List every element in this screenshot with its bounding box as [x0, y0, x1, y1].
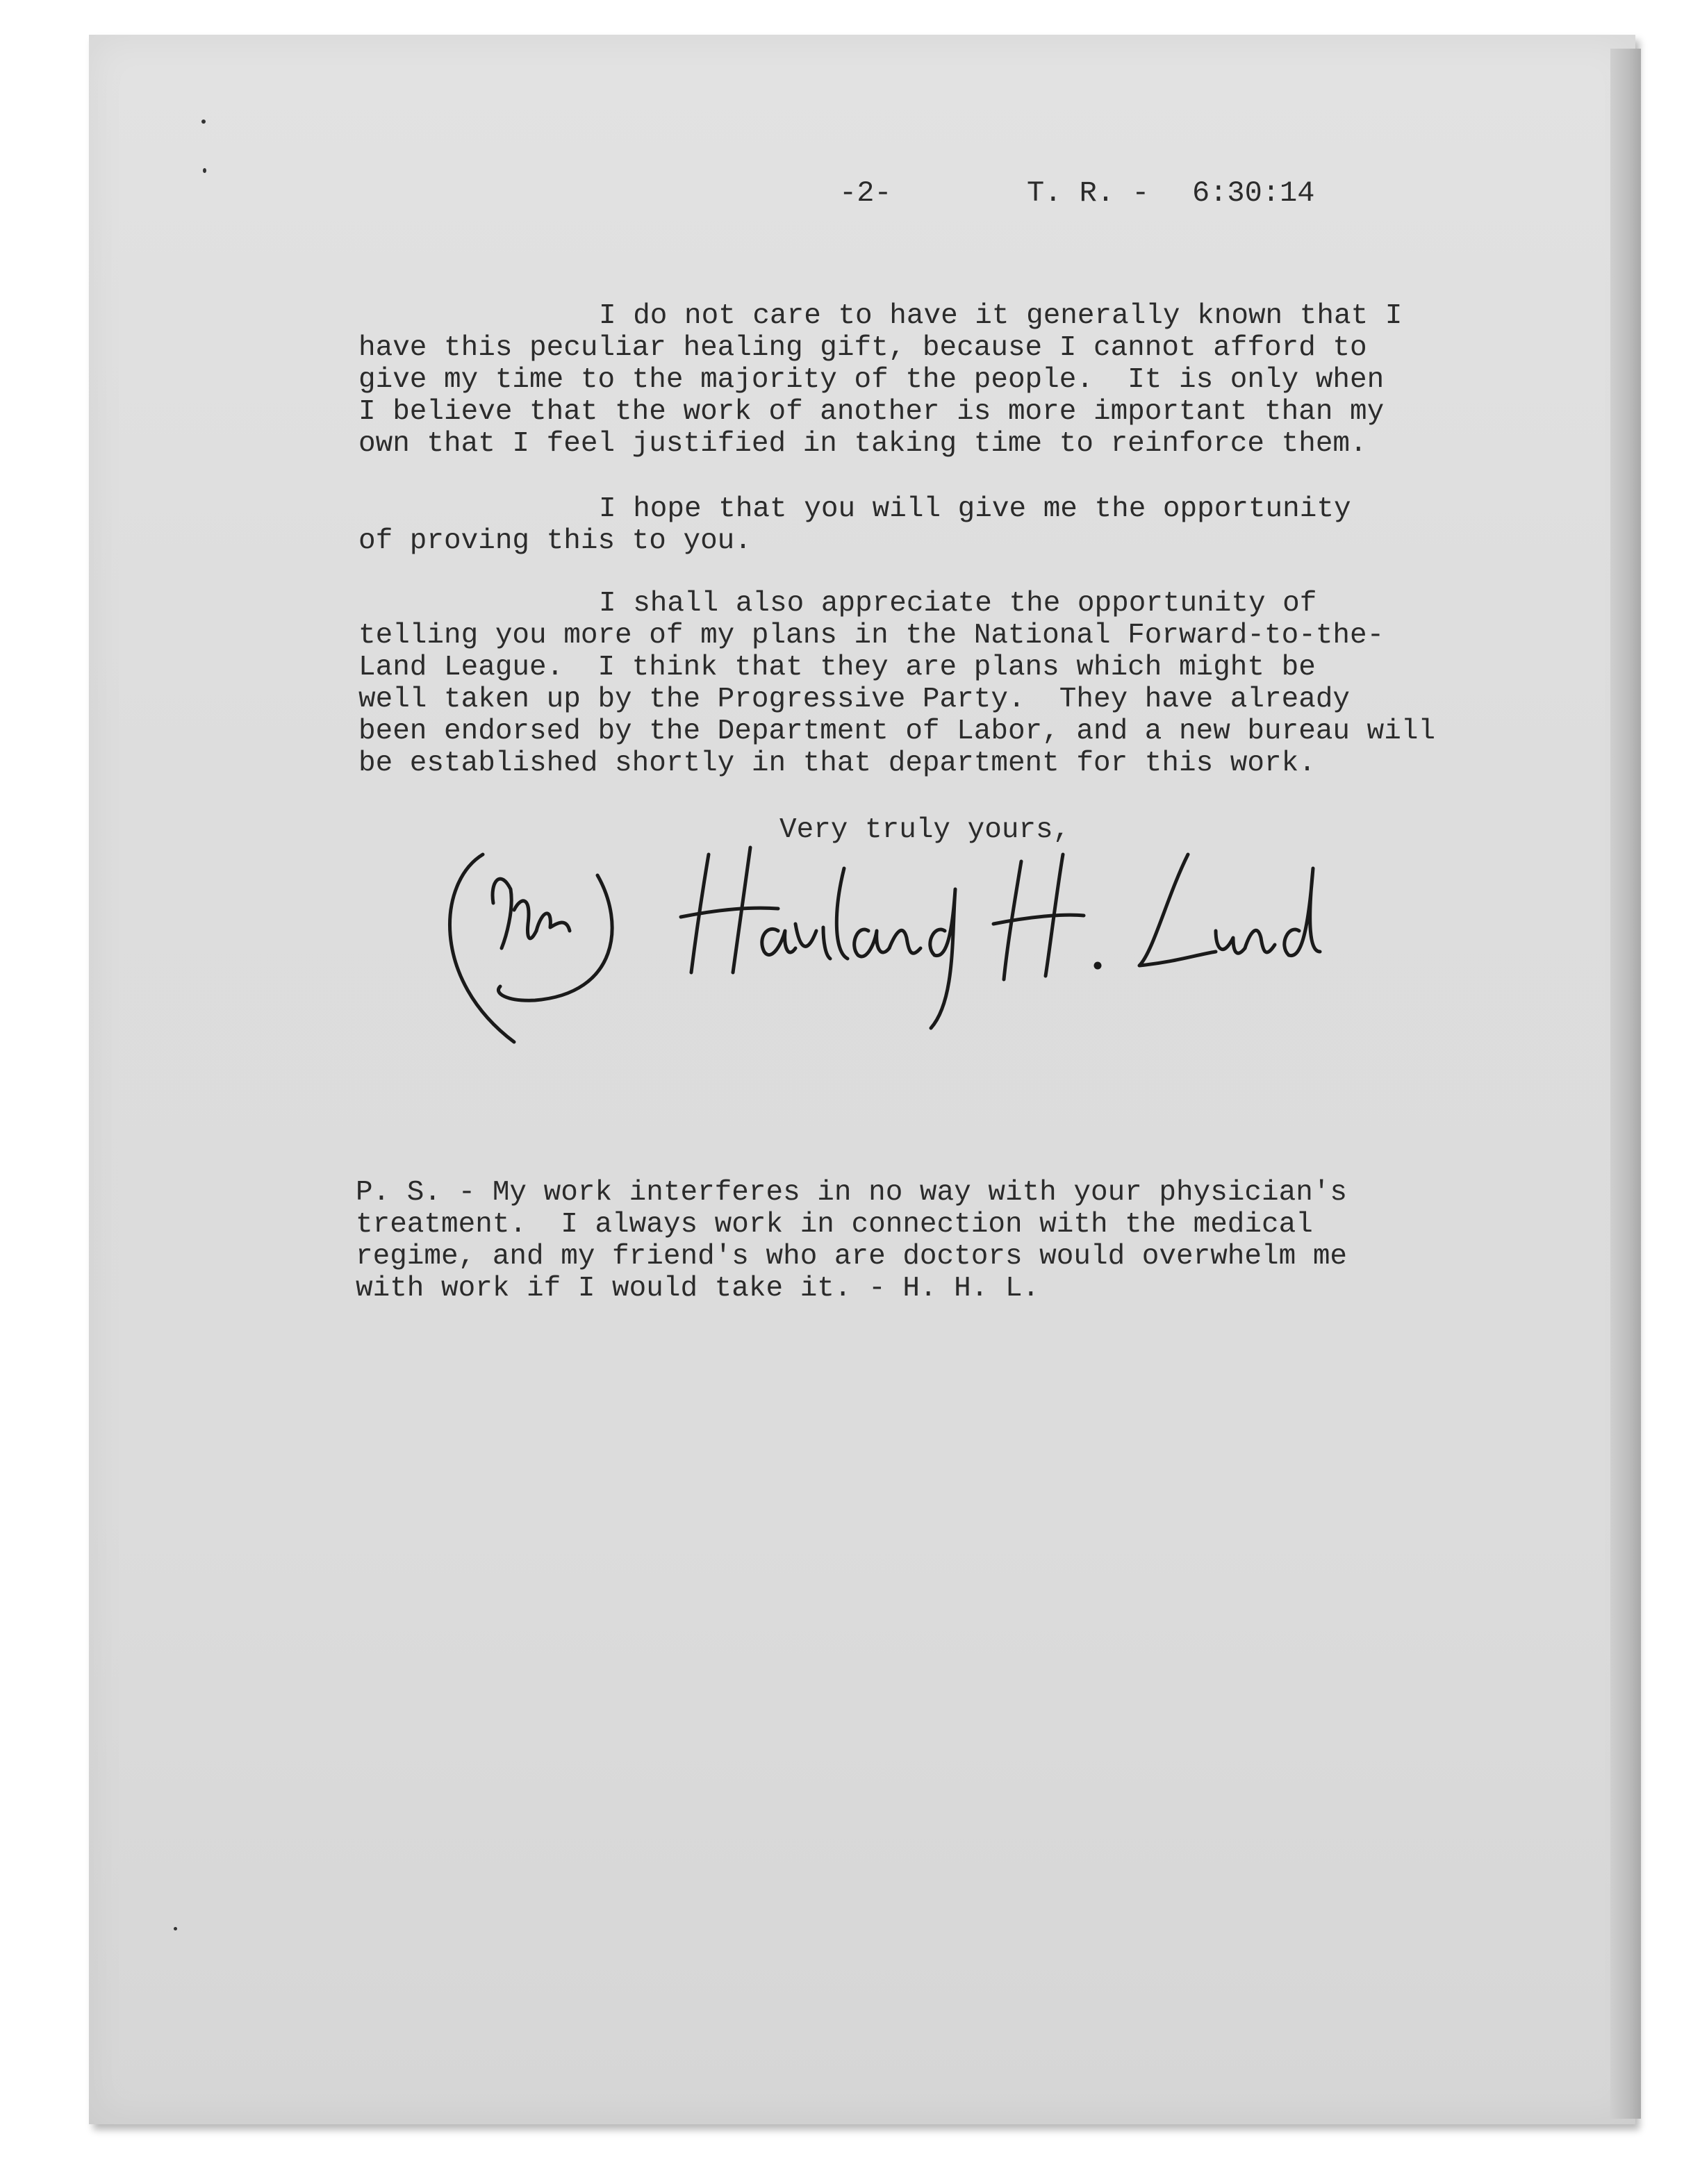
- text-line: with work if I would take it. - H. H. L.: [356, 1273, 1040, 1305]
- handwritten-signature: [417, 827, 1612, 1056]
- text-line: I shall also appreciate the opportunity of: [599, 588, 1317, 620]
- text-line: regime, and my friend's who are doctors would overwhelm me: [356, 1241, 1348, 1273]
- page-number: -2-: [839, 176, 892, 210]
- text-line: have this peculiar healing gift, because I cannot afford to: [358, 332, 1367, 364]
- page-edge: [1610, 49, 1641, 2119]
- text-line: well taken up by the Progressive Party. They have already: [358, 684, 1351, 715]
- paper-speck: [203, 168, 206, 173]
- text-line: I believe that the work of another is more important than my: [358, 396, 1385, 428]
- text-line: of proving this to you.: [358, 525, 752, 557]
- text-line: telling you more of my plans in the National Forward-to-the-: [358, 620, 1385, 652]
- text-line: own that I feel justified in taking time to reinforce them.: [358, 428, 1367, 460]
- text-line: give my time to the majority of the people. It is only when: [358, 364, 1385, 396]
- letter-date: 6:30:14: [1192, 176, 1315, 210]
- paragraph-land-league: [358, 588, 1435, 779]
- text-line: P. S. - My work interferes in no way with your physician's: [356, 1177, 1348, 1209]
- text-line: I hope that you will give me the opportunity: [599, 493, 1351, 525]
- text-line: I do not care to have it generally known that I: [599, 300, 1403, 332]
- text-line: been endorsed by the Department of Labor, and a new bureau will: [358, 715, 1436, 747]
- paper-speck: [201, 119, 206, 124]
- page-header: [0, 176, 1684, 211]
- postscript: [356, 1177, 1347, 1305]
- paper-speck: [174, 1927, 177, 1930]
- text-line: treatment. I always work in connection with the medical: [356, 1209, 1313, 1241]
- paragraph-opportunity: [358, 493, 1351, 557]
- closing-salutation: Very truly yours,: [779, 814, 1071, 846]
- paragraph-healing-gift: [358, 300, 1402, 460]
- text-line: Land League. I think that they are plans which might be: [358, 652, 1316, 684]
- recipient-initials: T. R. -: [1027, 176, 1150, 210]
- text-line: be established shortly in that department for this work.: [358, 747, 1316, 779]
